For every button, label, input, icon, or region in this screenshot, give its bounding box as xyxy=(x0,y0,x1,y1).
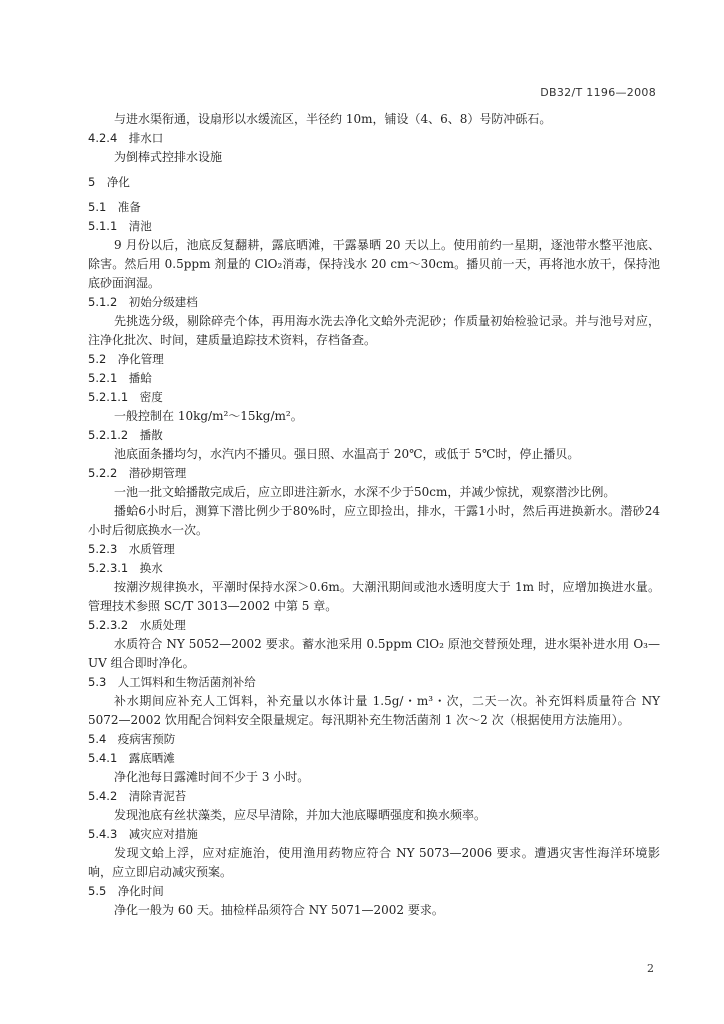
body-paragraph: 按潮汐规律换水，平潮时保持水深＞0.6m。大潮汛期间或池水透明度大于 1m 时，应增加换进水量。管理技术参照 SC/T 3013—2002 中第 5 章。 xyxy=(88,580,660,613)
body-paragraph: 先挑选分级，剔除碎壳个体，再用海水洗去净化文蛤外壳泥砂；作质量初始检验记录。并与池号对应，注净化批次、时间，建质量追踪技术资料，存档备查。 xyxy=(88,314,660,347)
section-heading: 5.2.3.1 换水 xyxy=(88,561,163,575)
section-heading: 5.4.1 露底晒滩 xyxy=(88,751,175,765)
body-paragraph: 补水期间应补充人工饵料，补充量以水体计量 1.5g/・m³・次，二天一次。补充饵料质量符合 NY 5072—2002 饮用配合饲料安全限量规定。每汛期补充生物活菌剂 1 次～2 次（根据使用方法施用）。 xyxy=(88,694,660,727)
body-paragraph: 水质符合 NY 5052—2002 要求。蓄水池采用 0.5ppm ClO₂ 原池交替预处理，进水渠补进水用 O₃—UV 组合即时净化。 xyxy=(88,637,660,670)
section-heading: 5.1.2 初始分级建档 xyxy=(88,295,198,309)
section-heading: 5.3 人工饵料和生物活菌剂补给 xyxy=(88,675,256,689)
section-heading: 5.5 净化时间 xyxy=(88,884,164,898)
body-text-line: 净化一般为 60 天。抽检样品须符合 NY 5071—2002 要求。 xyxy=(114,903,444,917)
body-text-line: 发现池底有丝状藻类，应尽早清除，并加大池底曝晒强度和换水频率。 xyxy=(114,808,487,822)
section-heading: 5.2.3.2 水质处理 xyxy=(88,618,186,632)
document-body xyxy=(88,110,660,920)
section-heading: 5.2.1.1 密度 xyxy=(88,390,163,404)
section-heading: 5.2 净化管理 xyxy=(88,352,164,366)
document-code: DB32/T 1196—2008 xyxy=(540,86,656,99)
body-paragraph: 播蛤6小时后，测算下潜比例少于80%时，应立即捡出，排水，干露1小时，然后再进换新水。潜砂24小时后彻底换水一次。 xyxy=(88,504,660,537)
body-text-line: 一般控制在 10kg/m²～15kg/m²。 xyxy=(114,409,303,423)
body-paragraph: 9 月份以后，池底反复翻耕，露底晒滩，干露暴晒 20 天以上。使用前约一星期，逐池带水整平池底、除害。然后用 0.5ppm 剂量的 ClO₂消毒，保持浅水 20 cm～30cm。播贝前一天，再将池水放干，保持池底砂面润湿。 xyxy=(88,238,660,290)
section-heading: 5.2.2 潜砂期管理 xyxy=(88,466,187,480)
section-heading: 5.4.2 清除青泥苔 xyxy=(88,789,187,803)
body-text-line: 一池一批文蛤播散完成后，应立即进注新水，水深不少于50cm，并减少惊扰，观察潜沙比例。 xyxy=(114,485,616,499)
section-heading: 5.2.1.2 播散 xyxy=(88,428,163,442)
section-heading: 5.1 准备 xyxy=(88,200,141,214)
body-paragraph: 发现文蛤上浮，应对症施治，使用渔用药物应符合 NY 5073—2006 要求。遭遇灾害性海洋环境影响，应立即启动减灾预案。 xyxy=(88,846,660,879)
section-heading: 5.1.1 清池 xyxy=(88,219,152,233)
section-heading: 5 净化 xyxy=(88,175,130,189)
section-heading: 5.4 疫病害预防 xyxy=(88,732,176,746)
section-heading: 5.2.3 水质管理 xyxy=(88,542,175,556)
body-text-line: 池底面条播均匀，水汽内不播贝。强日照、水温高于 20℃，或低于 5℃时，停止播贝。 xyxy=(114,447,580,461)
body-text-line: 净化池每日露滩时间不少于 3 小时。 xyxy=(114,770,310,784)
body-text-line: 与进水渠衔通，设扇形以水缓流区，半径约 10m，铺设（4、6、8）号防冲砾石。 xyxy=(114,112,552,126)
section-heading: 5.4.3 减灾应对措施 xyxy=(88,827,198,841)
section-heading: 4.2.4 排水口 xyxy=(88,131,164,145)
section-heading: 5.2.1 播蛤 xyxy=(88,371,152,385)
page-number: 2 xyxy=(647,962,654,975)
body-text-line: 为倒棒式控排水设施 xyxy=(114,150,223,164)
